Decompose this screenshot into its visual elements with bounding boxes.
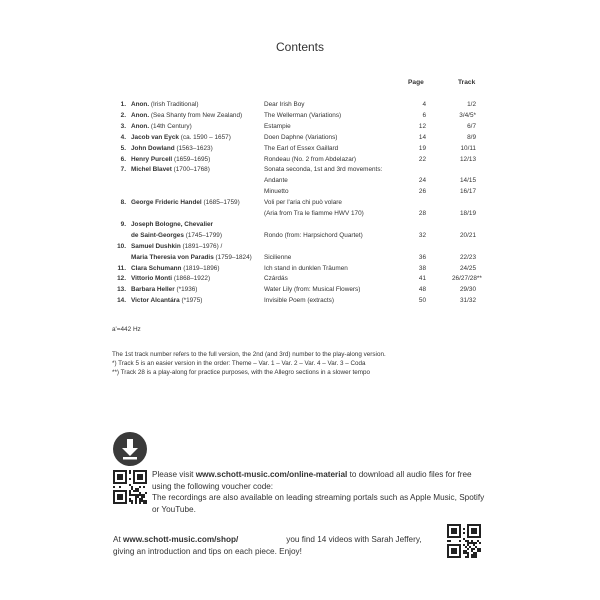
footnote-track-28: **) Track 28 is a play-along for practice purposes, with the Allegro sections in a slower tempo — [112, 369, 370, 376]
composer-name: John Dowland — [131, 144, 175, 152]
page-title: Contents — [275, 40, 325, 54]
qr-code-icon — [447, 524, 481, 558]
column-header-page: Page — [408, 79, 424, 86]
entry-number: 6. — [120, 155, 126, 163]
track-number: 16/17 — [460, 188, 476, 196]
composer-name: Michel Blavet — [131, 166, 172, 174]
composer-name: Barbara Heller — [131, 286, 175, 294]
entry-number: 11. — [117, 264, 126, 272]
table-row — [0, 220, 600, 230]
page-number: 28 — [418, 210, 426, 217]
entry-number: 9. — [120, 220, 126, 228]
track-number: 12/13 — [460, 155, 476, 163]
composer — [131, 285, 197, 295]
table-row — [0, 165, 600, 175]
page-number: 4 — [422, 101, 426, 108]
entry-number: 8. — [120, 199, 126, 207]
track-number: 20/21 — [460, 231, 476, 239]
page-number: 12 — [418, 122, 426, 130]
composer-detail: (*1975) — [179, 297, 203, 305]
track-number: 22/23 — [460, 253, 476, 261]
shop-text — [113, 534, 443, 557]
piece-title: Water Lily (from: Musical Flowers) — [264, 286, 361, 294]
track-number: 26/27/28** — [452, 275, 482, 283]
track-number: 18/19 — [460, 210, 476, 217]
track-number: 24/25 — [460, 264, 476, 272]
page-number: 36 — [418, 253, 426, 261]
piece-title: Rondeau (No. 2 from Abdelazar) — [264, 155, 357, 163]
composer — [131, 165, 210, 175]
page-number: 26 — [418, 188, 426, 196]
composer-name: Samuel Dushkin — [131, 242, 181, 250]
table-row — [0, 285, 600, 295]
composer — [131, 296, 202, 306]
shop-rest: you find 14 videos with Sarah Jeffery, giving an introduction and tips on each piece. Enjoy! — [113, 535, 422, 556]
piece-title: Dear Irish Boy — [264, 101, 305, 108]
qr-code-icon — [113, 470, 147, 504]
composer-name: Anon. — [131, 101, 150, 108]
entry-number: 4. — [120, 133, 126, 141]
composer-detail: (*1936) — [174, 286, 198, 294]
entry-number: 5. — [120, 144, 126, 152]
composer-detail: (1659–1695) — [172, 155, 211, 163]
table-row — [0, 274, 600, 284]
composer — [131, 122, 192, 132]
footnotes — [112, 350, 492, 377]
composer — [131, 242, 222, 252]
piece-title: Andante — [264, 177, 288, 185]
composer — [131, 264, 219, 274]
composer-name: Vittorio Monti — [131, 275, 173, 283]
table-row — [0, 176, 600, 186]
track-number: 1/2 — [467, 101, 476, 108]
piece-title: Ich stand in dunklen Träumen — [264, 264, 348, 272]
page-number: 50 — [418, 297, 426, 305]
page-number: 6 — [422, 111, 426, 119]
entry-number: 13. — [117, 286, 126, 294]
page-number: 41 — [418, 275, 426, 283]
page-number: 48 — [418, 286, 426, 294]
piece-title: Czárdás — [264, 275, 288, 283]
composer-name: George Frideric Handel — [131, 199, 202, 207]
composer-detail: (Sea Shanty from New Zealand) — [149, 111, 243, 119]
visit-rest: to download all audio files for free using the following voucher code: — [152, 470, 472, 491]
column-header-track: Track — [458, 79, 476, 86]
piece-title: Estampie — [264, 122, 291, 130]
shop-intro: At — [113, 535, 124, 544]
track-number: 8/9 — [467, 133, 476, 141]
composer — [131, 111, 242, 121]
table-row — [0, 231, 600, 241]
track-number: 6/7 — [467, 122, 476, 130]
composer — [131, 144, 213, 154]
table-row — [0, 122, 600, 132]
composer-name: Jacob van Eyck — [131, 133, 179, 141]
composer-detail: (1685–1759) — [201, 199, 240, 207]
table-row — [0, 264, 600, 274]
page-number: 24 — [418, 177, 426, 185]
shop-link[interactable]: www.schott-music.com/shop/ — [123, 535, 239, 544]
composer — [131, 198, 240, 208]
entry-number: 7. — [120, 166, 126, 174]
composer-detail: (1700–1768) — [171, 166, 210, 174]
composer-detail: (1745–1799) — [183, 231, 222, 239]
piece-title: The Earl of Essex Gaillard — [264, 144, 339, 152]
composer — [131, 253, 252, 263]
composer — [131, 274, 210, 284]
table-row — [0, 100, 600, 110]
composer-detail: (1868–1922) — [172, 275, 211, 283]
composer-name: Anon. — [131, 111, 150, 119]
composer-detail: (ca. 1590 – 1657) — [178, 133, 231, 141]
composer-detail: (1891–1976) / — [180, 242, 223, 250]
piece-title: Doen Daphne (Variations) — [264, 133, 338, 141]
composer — [131, 155, 210, 165]
visit-intro: Please visit — [152, 470, 196, 479]
track-number: 10/11 — [460, 144, 476, 152]
page-number: 14 — [418, 133, 426, 141]
table-row — [0, 296, 600, 306]
table-row — [0, 253, 600, 263]
piece-title: The Wellerman (Variations) — [264, 111, 342, 119]
entry-number: 2. — [120, 111, 126, 119]
composer-name: Maria Theresia von Paradis — [131, 253, 214, 261]
track-number: 29/30 — [460, 286, 476, 294]
composer-name: Henry Purcell — [131, 155, 173, 163]
table-row — [0, 242, 600, 252]
online-material-link[interactable]: www.schott-music.com/online-material — [195, 470, 348, 479]
entry-number: 1. — [120, 101, 126, 108]
table-row — [0, 209, 600, 219]
footnote-track-5: *) Track 5 is an easier version in the order: Theme – Var. 1 – Var. 2 – Var. 4 – Var. 3 – Coda — [112, 360, 366, 367]
table-row — [0, 144, 600, 154]
entry-number: 3. — [120, 122, 126, 130]
composer-name: Victor Alcantára — [131, 297, 180, 305]
composer — [131, 220, 213, 230]
footnote-track-numbers: The 1st track number refers to the full version, the 2nd (and 3rd) number to the play-along version. — [112, 351, 386, 358]
composer-detail: (1563–1623) — [174, 144, 213, 152]
piece-title: (Aria from Tra le fiamme HWV 170) — [264, 210, 364, 217]
page-number: 22 — [418, 155, 426, 163]
entry-number: 12. — [117, 275, 126, 283]
piece-title: Invisible Poem (extracts) — [264, 297, 334, 305]
table-row — [0, 111, 600, 121]
composer-name: Anon. — [131, 122, 150, 130]
piece-title: Rondo (from: Harpsichord Quartet) — [264, 231, 363, 239]
tuning-note: a'=442 Hz — [112, 326, 141, 333]
composer-detail: (1759–1824) — [213, 253, 252, 261]
page-number: 38 — [418, 264, 426, 272]
composer — [131, 231, 222, 241]
piece-title: Minuetto — [264, 188, 289, 196]
composer-detail: (Irish Traditional) — [149, 101, 199, 108]
page-number: 32 — [418, 231, 426, 239]
composer-detail: (14th Century) — [149, 122, 192, 130]
composer — [131, 133, 231, 143]
online-material-text — [152, 469, 492, 515]
composer — [131, 100, 198, 110]
piece-title: Sicilienne — [264, 253, 292, 261]
entry-number: 10. — [117, 242, 126, 250]
composer-detail: (1819–1896) — [181, 264, 220, 272]
track-number: 3/4/5* — [459, 111, 476, 119]
composer-name: de Saint-Georges — [131, 231, 184, 239]
table-row — [0, 155, 600, 165]
page-number: 19 — [418, 144, 426, 152]
composer-name: Clara Schumann — [131, 264, 182, 272]
table-row — [0, 187, 600, 197]
streaming-note: The recordings are also available on leading streaming portals such as Apple Music, Spotify or YouTube. — [152, 493, 485, 514]
table-row — [0, 198, 600, 208]
track-number: 14/15 — [460, 177, 476, 185]
entry-number: 14. — [117, 297, 126, 305]
download-arrow-icon — [113, 432, 147, 466]
composer-name: Joseph Bologne, Chevalier — [131, 220, 214, 228]
piece-title: Voli per l'aria chi può volare — [264, 199, 342, 207]
piece-title: Sonata seconda, 1st and 3rd movements: — [264, 166, 383, 174]
track-number: 31/32 — [460, 297, 476, 305]
table-row — [0, 133, 600, 143]
